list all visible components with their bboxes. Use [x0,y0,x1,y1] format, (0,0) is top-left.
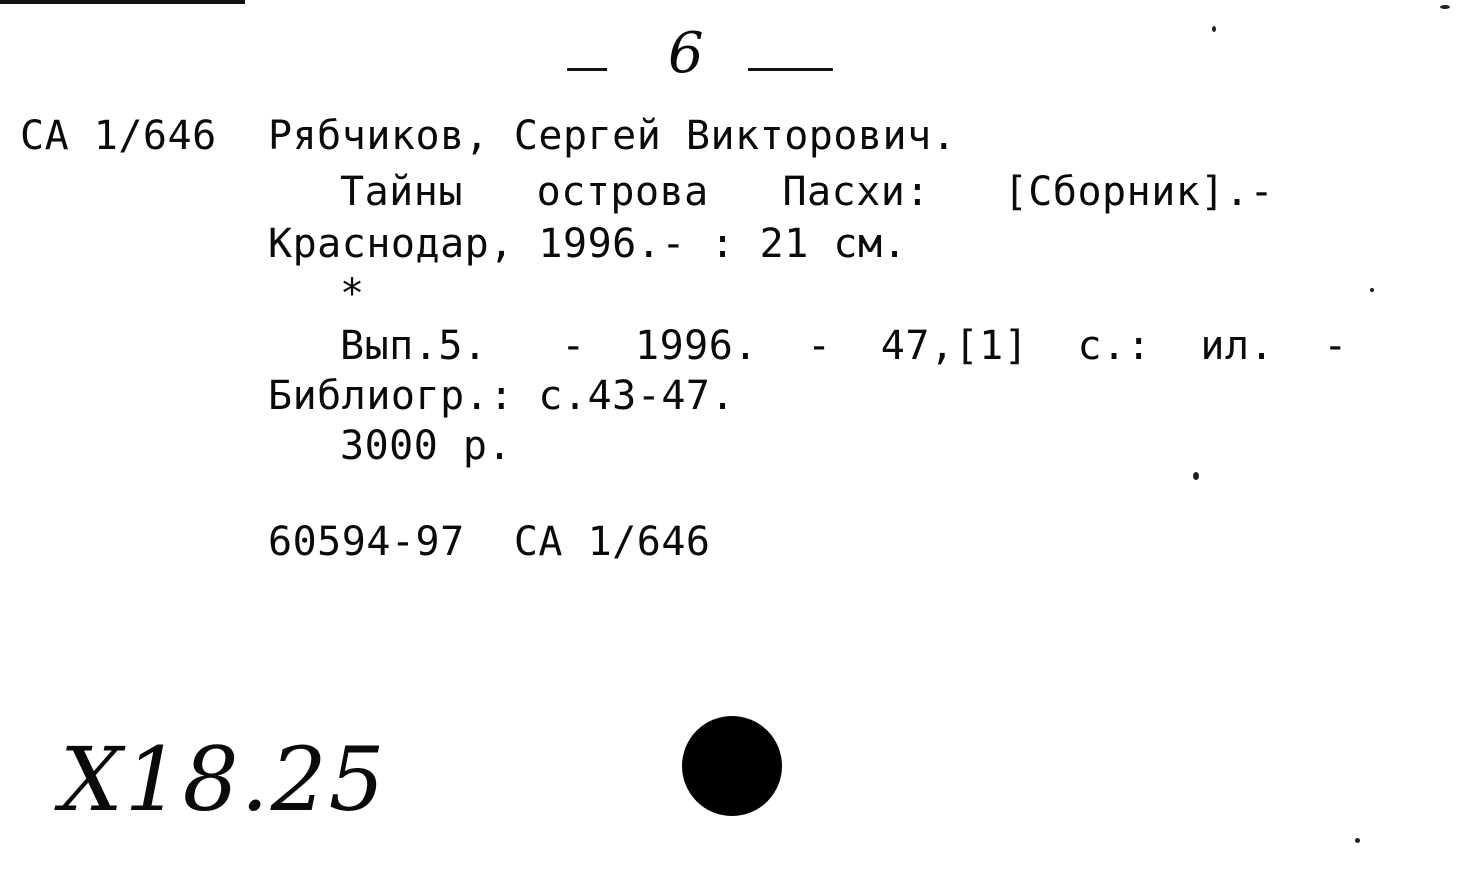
shelfmark: CA 1/646 [20,113,217,159]
series-separator: * [340,271,365,317]
issue-line: Вып.5. - 1996. - 47,[1] с.: ил. - [340,323,1348,369]
punch-hole [682,716,782,816]
speck [1370,288,1374,292]
top-edge-rule [0,0,245,4]
speck [1212,26,1216,32]
page-number-left-dash [567,68,607,71]
accession-line: 60594-97 CA 1/646 [268,519,711,565]
author-heading: Рябчиков, Сергей Викторович. [268,113,957,159]
speck [1193,472,1199,480]
title-line: Тайны острова Пасхи: [Сборник].- [340,169,1275,215]
bibliography-line: Библиогр.: с.43-47. [268,373,736,419]
imprint-line: Краснодар, 1996.- : 21 см. [268,221,908,267]
speck [1355,838,1360,843]
speck [1440,5,1450,9]
price-line: 3000 р. [340,423,513,469]
page-number-right-dash [748,68,833,71]
page-number: 6 [668,21,704,86]
handwritten-note: X18.25 [60,728,387,831]
